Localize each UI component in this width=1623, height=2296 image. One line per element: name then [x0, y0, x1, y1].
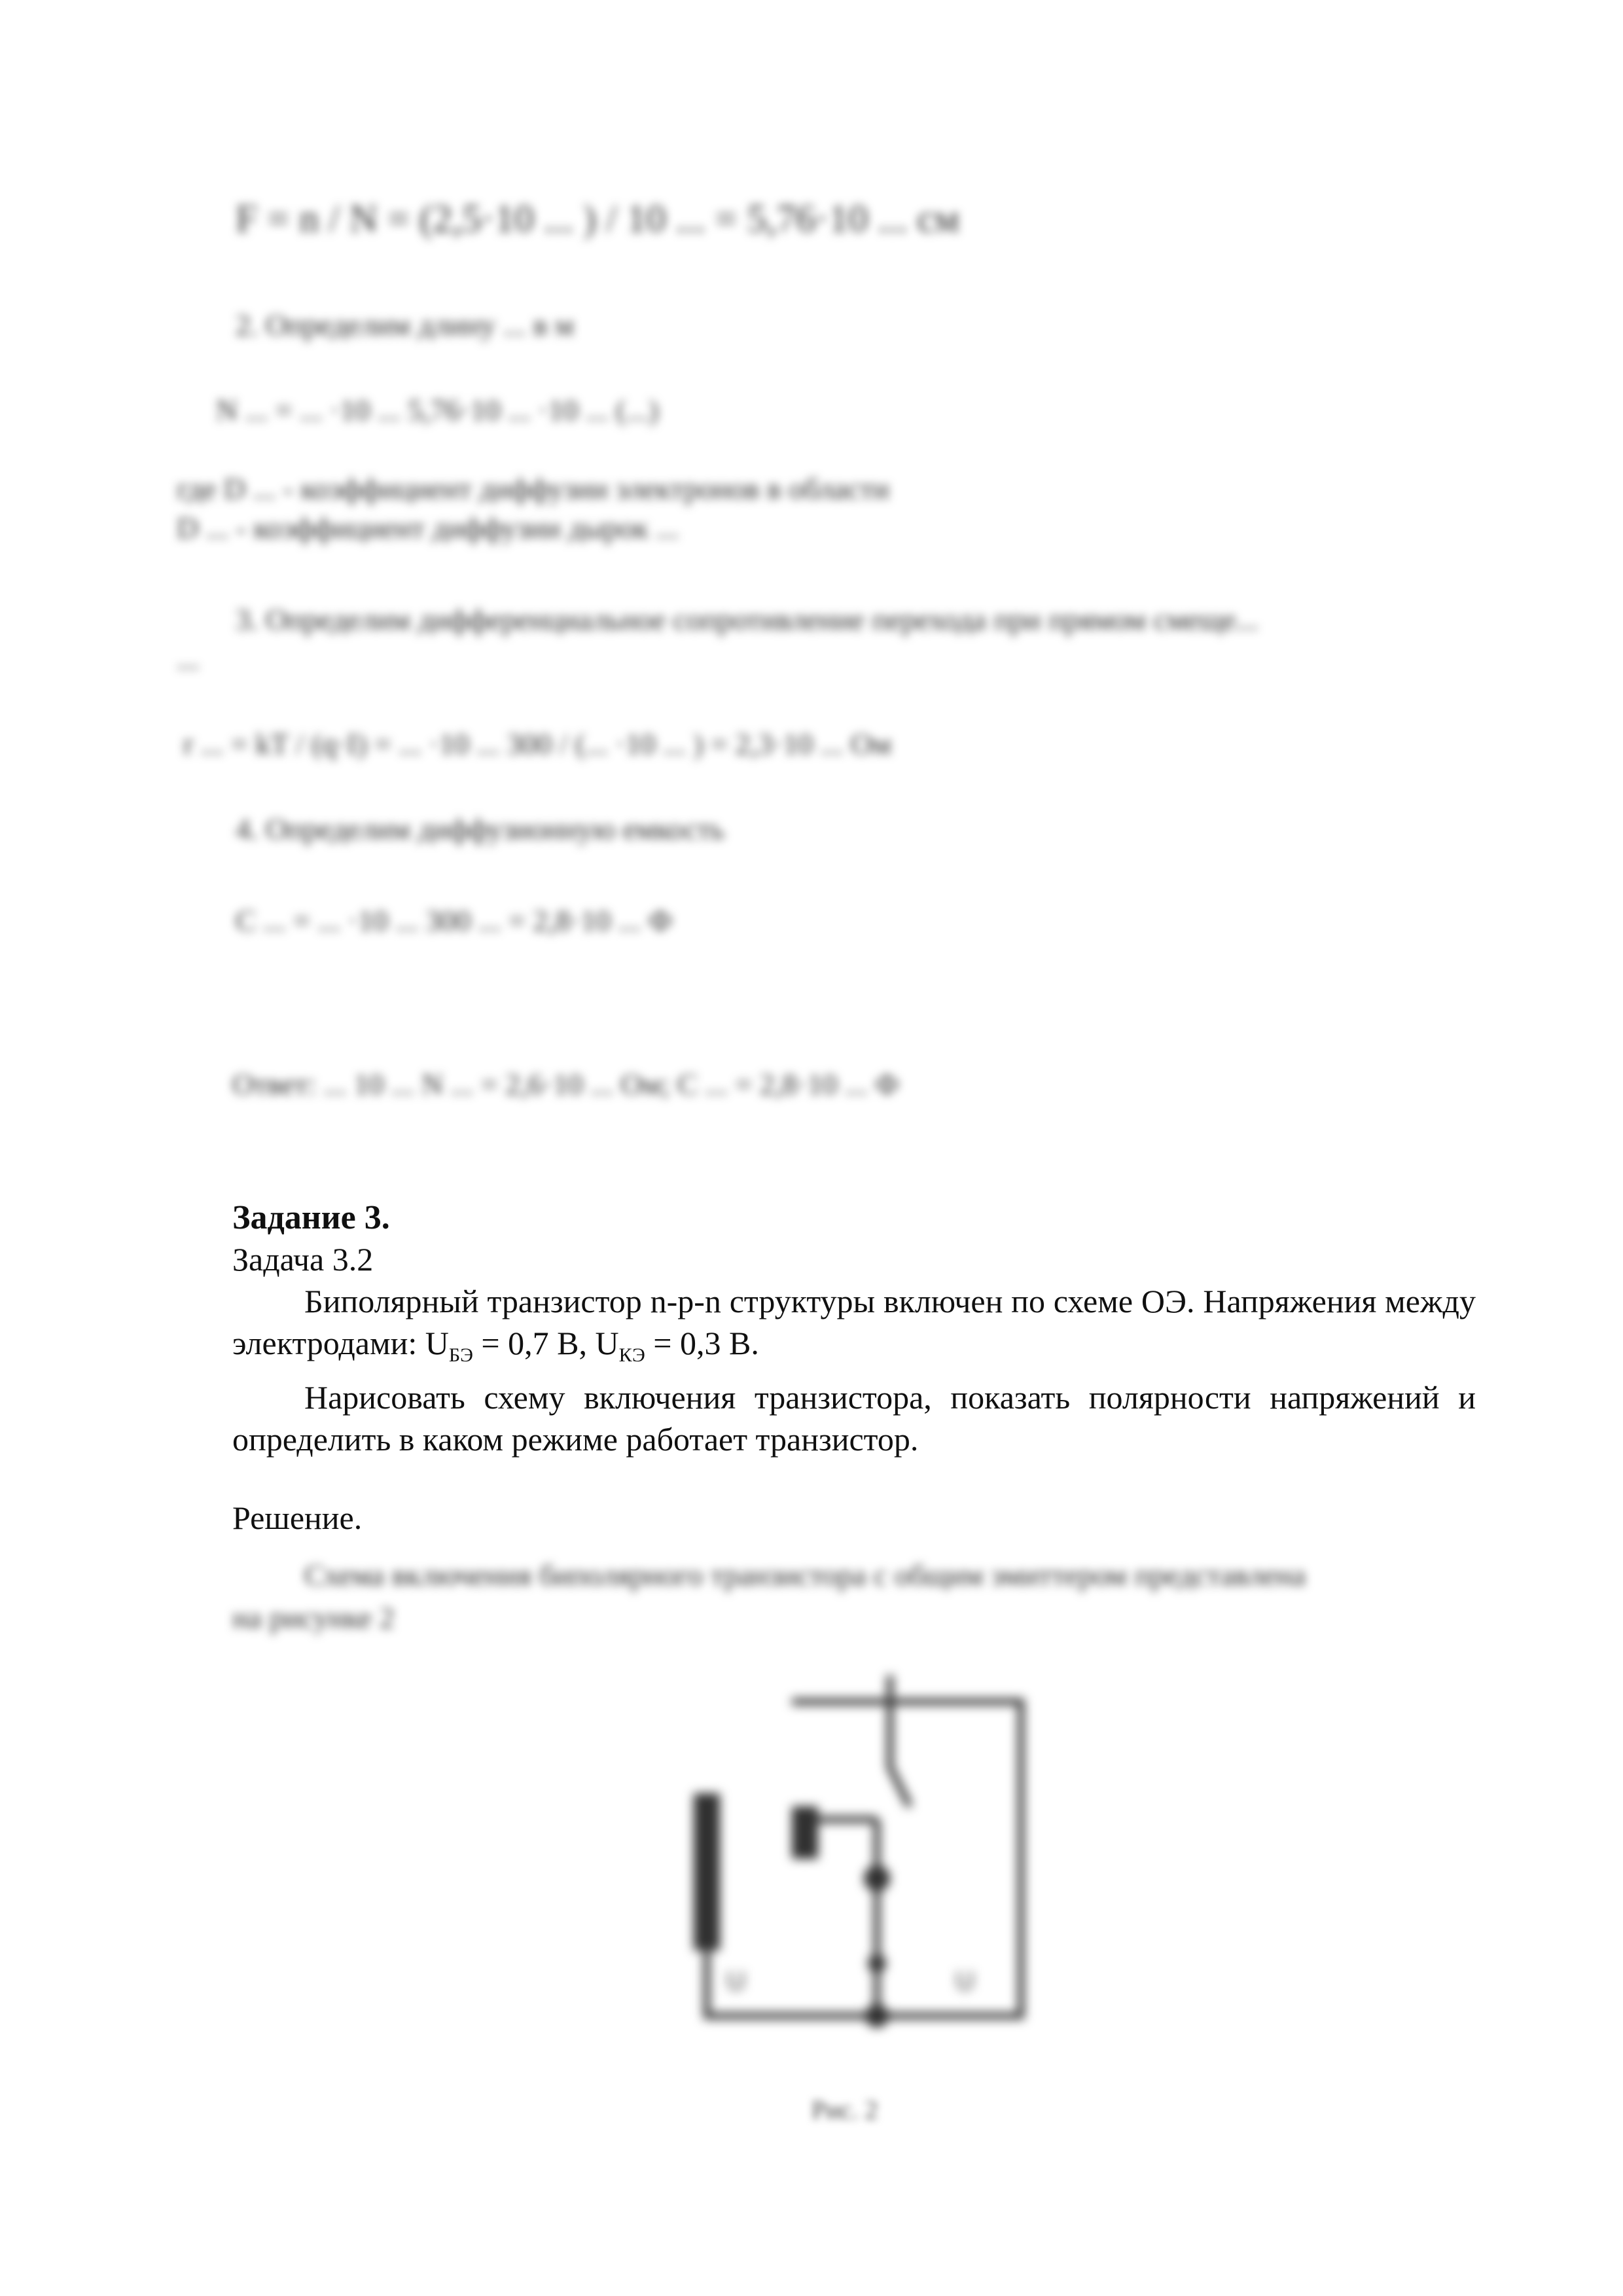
formula-1: F = n / N = (2,5·10 ... ) / 10 ... = 5,76·10 ... см — [236, 197, 960, 240]
text-line: 2. Определим длину ... в м — [236, 308, 575, 342]
text-line: 3. Определим дифференциальное сопротивление перехода при прямом смеще... — [236, 603, 1259, 636]
transistor-node — [868, 1954, 886, 1973]
svg-text:U: U — [955, 1967, 974, 1996]
formula-3: r ... = kT / (q·I) = ... ·10 ... 300 / (... ·10 ... ) = 2,3·10 ... Ом — [183, 727, 892, 761]
battery-left — [694, 1793, 720, 1950]
condition-text: = 0,7 В, U — [473, 1325, 619, 1361]
answer-line: Ответ: ... 10 ... N ... = 2,6·10 ... Ом; C ... = 2,8·10 ... Ф — [232, 1067, 899, 1101]
text-line: ... — [177, 642, 200, 675]
circuit-wire — [890, 1702, 910, 1806]
condition-text: = 0,3 В. — [645, 1325, 759, 1361]
circuit-wire — [707, 1676, 1021, 2016]
text-line: 4. Определим диффузионную емкость — [236, 812, 724, 846]
text-line: D ... - коэффициент диффузии дырок ... — [177, 511, 679, 545]
subscript-ke: КЭ — [618, 1344, 645, 1366]
formula-4: C ... = ... ·10 ... 300 ... = 2,8·10 ... Ф — [236, 904, 673, 937]
task-condition — [232, 1280, 1476, 1376]
task-subheading: Задача 3.2 — [232, 1241, 374, 1278]
text-line: где D ... - коэффициент диффузии электронов в области — [177, 472, 889, 505]
task-block — [232, 1198, 1476, 1539]
svg-text:U: U — [726, 1967, 745, 1996]
circuit-diagram — [681, 1649, 1086, 2055]
blurred-solution-text — [0, 1551, 1623, 1649]
figure-caption: Рис. 2 — [812, 2095, 878, 2125]
solution-line: на рисунке 2 — [232, 1601, 395, 1634]
condition-text: Биполярный транзистор n-p-n структуры включен по схеме ОЭ. Напряжения между электродами: U — [232, 1283, 1476, 1361]
task-heading: Задание 3. — [232, 1199, 390, 1236]
solution-label: Решение. — [232, 1499, 363, 1536]
ground-node — [865, 2004, 889, 2028]
solution-line: Схема включения биполярного транзистора с общим эмиттером представлена — [304, 1558, 1306, 1592]
formula-2: N ... = ... ·10 ... 5,76·10 ... ·10 ... (...) — [216, 393, 659, 427]
subscript-be: БЭ — [448, 1344, 473, 1366]
resistor-base — [792, 1806, 818, 1859]
transistor-node — [864, 1865, 890, 1892]
task-question: Нарисовать схему включения транзистора, показать полярности напряжений и определить в каком режиме работает транзистор. — [232, 1379, 1476, 1458]
